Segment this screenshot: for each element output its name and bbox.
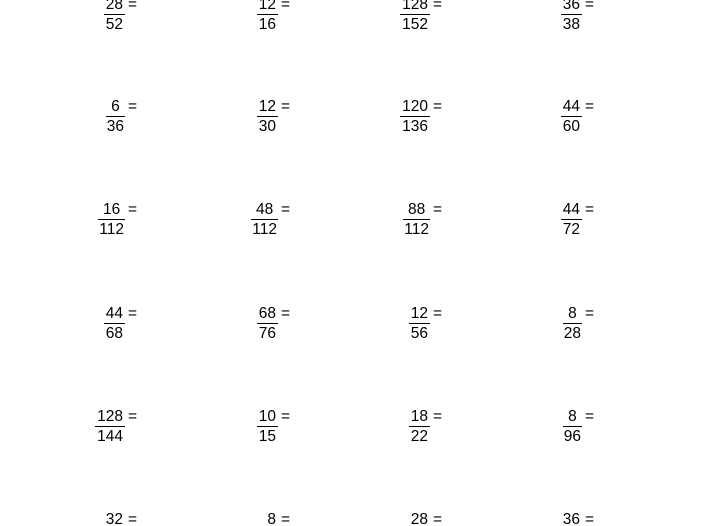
problem [387,201,477,261]
equals-sign: = [585,305,595,322]
problem [82,305,172,365]
fraction [562,98,581,135]
problem-row-3 [0,201,701,261]
numerator: 18 [410,408,428,425]
numerator: 6 [106,98,125,117]
denominator: 36 [106,118,124,135]
problem [539,408,629,468]
problem [539,98,629,158]
equals-sign: = [281,0,291,13]
fraction [564,305,581,342]
numerator: 44 [562,201,580,218]
denominator: 16 [258,16,276,33]
problem [235,98,325,158]
equals-sign: = [433,98,443,115]
equals-sign: = [128,98,138,115]
denominator: 112 [404,221,429,238]
fraction [105,0,124,33]
problem [235,408,325,468]
fraction [105,305,124,342]
equals-sign: = [585,0,595,13]
equals-sign: = [128,0,138,13]
fraction [564,408,581,445]
equals-sign: = [281,305,291,322]
fraction [252,201,277,238]
problem-row-4 [0,305,701,365]
fraction [258,408,277,445]
numerator: 36 [561,511,582,526]
problem-row-5 [0,408,701,468]
problem [82,511,172,526]
fraction [107,98,124,135]
numerator: 28 [409,511,430,526]
fraction [96,408,124,445]
numerator: 8 [265,511,278,526]
numerator: 88 [403,201,430,220]
numerator: 12 [410,305,428,322]
fraction [258,305,277,342]
fraction [404,201,429,238]
equals-sign: = [585,511,595,526]
numerator: 10 [258,408,276,425]
denominator: 72 [562,221,580,238]
equals-sign: = [281,408,291,425]
problem [387,305,477,365]
numerator: 8 [563,305,582,324]
fraction [105,511,124,526]
equals-sign: = [281,511,291,526]
equals-sign: = [585,408,595,425]
equals-sign: = [433,0,443,13]
problem [387,408,477,468]
denominator: 22 [410,428,428,445]
fraction [258,0,277,33]
problem-row-1 [0,0,701,56]
problem [539,0,629,56]
numerator: 120 [402,98,428,115]
equals-sign: = [585,201,595,218]
denominator: 96 [563,428,581,445]
problem [539,201,629,261]
numerator: 36 [561,0,582,15]
equals-sign: = [281,98,291,115]
denominator: 28 [563,325,581,342]
equals-sign: = [128,511,138,526]
denominator: 60 [562,118,580,135]
fraction [410,305,429,342]
equals-sign: = [433,201,443,218]
equals-sign: = [281,201,291,218]
fraction [266,511,277,526]
numerator: 48 [251,201,278,220]
denominator: 56 [410,325,428,342]
equals-sign: = [128,408,138,425]
denominator: 30 [258,118,276,135]
equals-sign: = [433,305,443,322]
numerator: 16 [98,201,125,220]
denominator: 112 [99,221,124,238]
denominator: 38 [562,16,580,33]
numerator: 28 [104,0,125,15]
problem [235,511,325,526]
problem [82,0,172,56]
numerator: 32 [104,511,125,526]
fraction [410,408,429,445]
problem [235,201,325,261]
numerator: 12 [258,98,276,115]
fraction [99,201,124,238]
numerator: 128 [400,0,430,15]
denominator: 52 [105,16,123,33]
fraction [401,0,429,33]
problem [82,408,172,468]
problem [539,305,629,365]
fraction [410,511,429,526]
problem-row-2 [0,98,701,158]
denominator: 144 [97,428,123,445]
denominator: 136 [402,118,428,135]
numerator: 12 [257,0,278,15]
problem [235,305,325,365]
problem [235,0,325,56]
fraction [562,511,581,526]
equals-sign: = [585,98,595,115]
problem [539,511,629,526]
numerator: 8 [563,408,582,427]
denominator: 112 [252,221,277,238]
problem [387,511,477,526]
fraction [562,0,581,33]
equals-sign: = [128,201,138,218]
equals-sign: = [433,408,443,425]
fraction [258,98,277,135]
denominator: 152 [402,16,428,33]
problem [387,98,477,158]
denominator: 76 [258,325,276,342]
denominator: 15 [258,428,276,445]
problem [82,201,172,261]
denominator: 68 [105,325,123,342]
problem [387,0,477,56]
equals-sign: = [433,511,443,526]
numerator: 44 [105,305,123,322]
problem [82,98,172,158]
fraction [401,98,429,135]
numerator: 44 [562,98,580,115]
equals-sign: = [128,305,138,322]
numerator: 128 [97,408,123,425]
numerator: 68 [258,305,276,322]
fraction [562,201,581,238]
problem-row-6 [0,511,701,526]
